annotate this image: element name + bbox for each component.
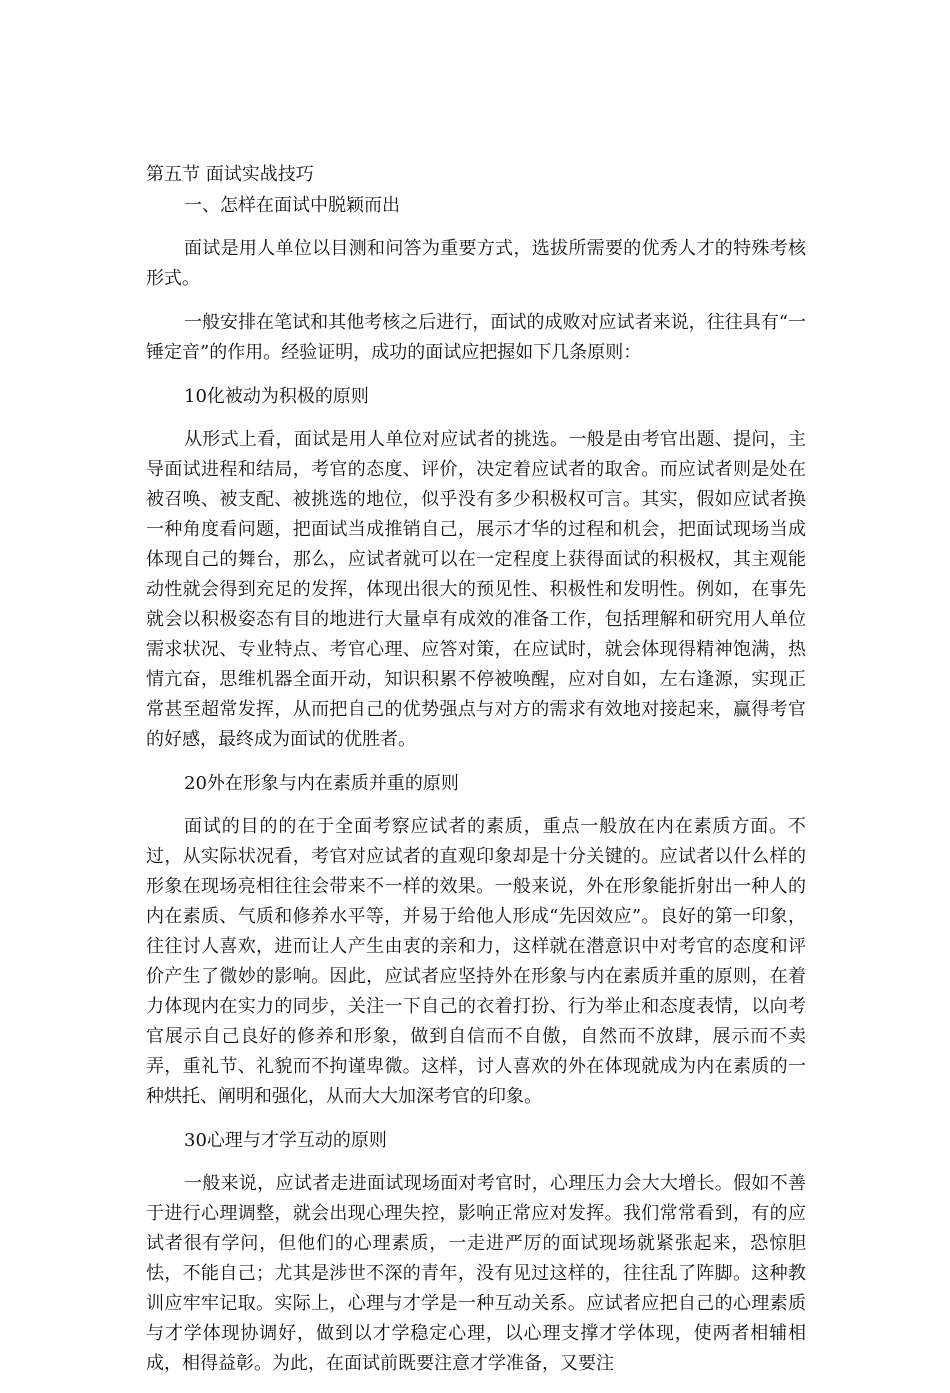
principle-3-text: 一般来说，应试者走进面试现场面对考官时，心理压力会大大增长。假如不善于进行心理调整，就会出现心理失控，影响正常应对发挥。我们常常看到，有的应试者很有学问，但他们的心理素质，一走进严厉的面试现场就紧张起来，恐惊胆怯，不能自己；尤其是涉世不深的青年，没有见过这样的，往往乱了阵脚。这种教训应牢牢记取。实际上，心理与才学是一种互动关系。应试者应把自己的心理素质与才学体现协调好，做到以才学稳定心理，以心理支撑才学体现，使两者相辅相成，相得益彰。为此，在面试前既要注意才学准备，又要注: [146, 1173, 806, 1374]
principle-2-text: 面试的目的的在于全面考察应试者的素质，重点一般放在内在素质方面。不过，从实际状况看，考官对应试者的直观印象却是十分关键的。应试者以什么样的形象在现场亮相往往会带来不一样的效果。一般来说，外在形象能折射出一种人的内在素质、气质和修养水平等，并易于给他人形成“先因效应”。良好的第一印象，往往讨人喜欢，进而让人产生由衷的亲和力，这样就在潜意识中对考官的态度和评价产生了微妙的影响。因此，应试者应坚持外在形象与内在素质并重的原则，在着力体现内在实力的同步，关注一下自己的衣着打扮、行为举止和态度表情，以向考官展示自己良好的修养和形象，做到自信而不自傲，自然而不放肆，展示而不卖弄，重礼节、礼貌而不拘谨卑微。这样，讨人喜欢的外在体现就成为内在素质的一种烘托、阐明和强化，从而大大加深考官的印象。: [146, 816, 806, 1107]
principle-2-heading: 20外在形象与内在素质并重的原则: [184, 773, 459, 794]
section-title: 第五节 面试实战技巧: [146, 164, 314, 185]
paragraph-intro: 面试是用人单位以目测和问答为重要方式，选拔所需要的优秀人才的特殊考核形式。: [146, 238, 806, 289]
principle-1-text: 从形式上看，面试是用人单位对应试者的挑选。一般是由考官出题、提问，主导面试进程和结局，考官的态度、评价，决定着应试者的取舍。而应试者则是处在被召唤、被支配、被挑选的地位，似乎没有多少积极权可言。其实，假如应试者换一种角度看问题，把面试当成推销自己，展示才华的过程和机会，把面试现场当成体现自己的舞台，那么，应试者就可以在一定程度上获得面试的积极权，其主观能动性就会得到充足的发挥，体现出很大的预见性、积极性和发明性。例如，在事先就会以积极姿态有目的地进行大量卓有成效的准备工作，包括理解和研究用人单位需求状况、专业特点、考官心理、应答对策，在应试时，就会体现得精神饱满，热情亢奋，思维机器全面开动，知识积累不停被唤醒，应对自如，左右逢源，实现正常甚至超常发挥，从而把自己的优势强点与对方的需求有效地对接起来，赢得考官的好感，最终成为面试的优胜者。: [146, 429, 806, 750]
subsection-title: 一、怎样在面试中脱颖而出: [184, 195, 400, 216]
principle-3-heading: 30心理与才学互动的原则: [184, 1130, 387, 1151]
principle-1-heading: 10化被动为积极的原则: [184, 386, 369, 407]
paragraph-principles-intro: 一般安排在笔试和其他考核之后进行，面试的成败对应试者来说，往往具有“一锤定音”的作用。经验证明，成功的面试应把握如下几条原则：: [146, 312, 806, 363]
document-page: [146, 160, 806, 1393]
